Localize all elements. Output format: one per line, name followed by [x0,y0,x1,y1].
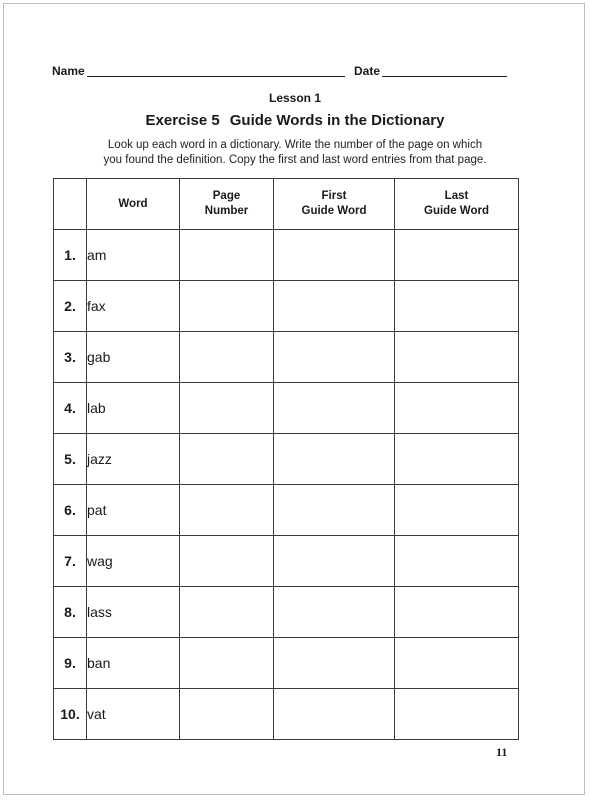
first-guide-word-cell[interactable] [274,281,395,332]
row-number: 1. [54,230,87,281]
last-guide-word-cell[interactable] [395,689,519,740]
table-row [54,434,519,485]
page-number-cell[interactable] [180,281,274,332]
last-guide-word-cell[interactable] [395,434,519,485]
column-header [54,179,87,230]
date-label: Date [354,64,381,78]
row-word: lab [87,383,180,434]
table-row [54,587,519,638]
first-guide-word-cell[interactable] [274,434,395,485]
name-label: Name [52,64,85,78]
column-header-line: Word [118,197,148,210]
last-guide-word-cell[interactable] [395,383,519,434]
row-word: wag [87,536,180,587]
row-word: jazz [87,434,180,485]
table-row [54,536,519,587]
page-number-cell[interactable] [180,587,274,638]
lesson-label: Lesson 1 [268,91,322,105]
page-title [0,112,590,129]
page-number-cell[interactable] [180,638,274,689]
page-number-cell[interactable] [180,332,274,383]
column-header [180,179,274,230]
page-number-cell[interactable] [180,536,274,587]
name-date-line [52,64,512,80]
column-header [274,179,395,230]
exercise-title: Guide Words in the Dictionary [229,112,445,129]
row-word: vat [87,689,180,740]
row-word: lass [87,587,180,638]
first-guide-word-cell[interactable] [274,638,395,689]
page-number-cell[interactable] [180,689,274,740]
table-row [54,332,519,383]
table-row [54,689,519,740]
last-guide-word-cell[interactable] [395,485,519,536]
page-number-cell[interactable] [180,230,274,281]
first-guide-word-cell[interactable] [274,689,395,740]
column-header-line: Number [204,205,249,217]
instructions-line: you found the definition. Copy the first and last word entries from that page. [103,154,487,166]
last-guide-word-cell[interactable] [395,230,519,281]
page-number-cell[interactable] [180,434,274,485]
last-guide-word-cell[interactable] [395,281,519,332]
column-header [87,179,180,230]
instructions [60,138,530,168]
column-header-line: Guide Word [301,205,367,217]
row-number: 3. [54,332,87,383]
row-number: 9. [54,638,87,689]
first-guide-word-cell[interactable] [274,485,395,536]
table-row [54,485,519,536]
column-header-line: Last [444,190,469,202]
page-number: 11 [496,745,508,759]
table-row [54,383,519,434]
row-number: 4. [54,383,87,434]
exercise-number: Exercise 5 [145,112,220,129]
row-number: 8. [54,587,87,638]
row-number: 10. [54,689,87,740]
last-guide-word-cell[interactable] [395,332,519,383]
page-number-cell[interactable] [180,383,274,434]
row-word: fax [87,281,180,332]
table-header-row [54,179,519,230]
row-word: gab [87,332,180,383]
table-body [54,230,519,740]
last-guide-word-cell[interactable] [395,536,519,587]
date-blank[interactable] [382,76,507,77]
row-number: 2. [54,281,87,332]
page-number-cell[interactable] [180,485,274,536]
column-header-line: First [321,190,347,202]
column-header-line: Guide Word [424,205,489,217]
row-word: ban [87,638,180,689]
row-word: am [87,230,180,281]
first-guide-word-cell[interactable] [274,536,395,587]
column-header [395,179,519,230]
instructions-line: Look up each word in a dictionary. Write the number of the page on which [107,139,483,151]
name-blank[interactable] [87,76,345,77]
row-word: pat [87,485,180,536]
last-guide-word-cell[interactable] [395,638,519,689]
worksheet-table [53,178,519,740]
first-guide-word-cell[interactable] [274,230,395,281]
first-guide-word-cell[interactable] [274,383,395,434]
table-row [54,230,519,281]
row-number: 7. [54,536,87,587]
first-guide-word-cell[interactable] [274,332,395,383]
row-number: 6. [54,485,87,536]
row-number: 5. [54,434,87,485]
table-row [54,281,519,332]
column-header-line: Page [212,190,241,202]
table-row [54,638,519,689]
first-guide-word-cell[interactable] [274,587,395,638]
last-guide-word-cell[interactable] [395,587,519,638]
